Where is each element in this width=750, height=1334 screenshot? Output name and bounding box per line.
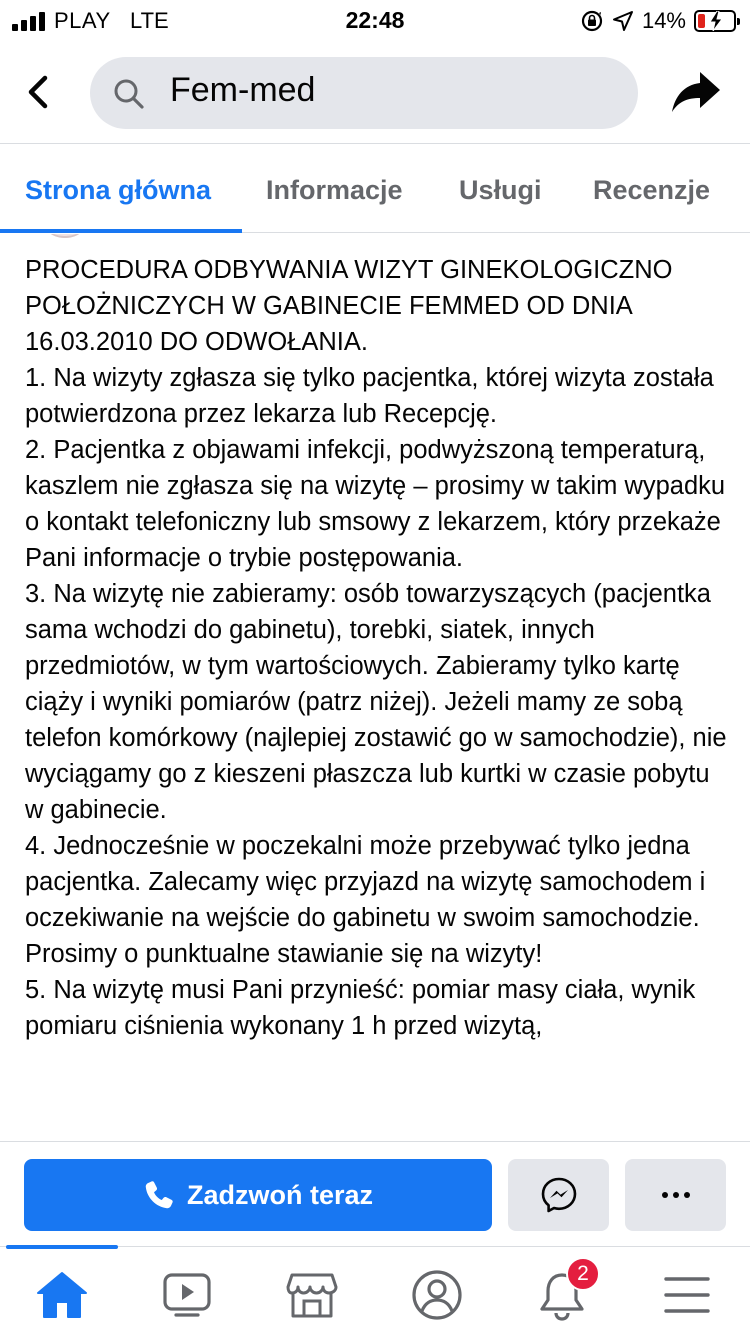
tab-home[interactable]: Strona główna (25, 175, 212, 205)
avatar (40, 234, 90, 238)
profile-icon (411, 1269, 463, 1321)
more-icon (661, 1191, 691, 1199)
bottom-navigation (0, 1246, 750, 1334)
nav-menu[interactable] (657, 1267, 717, 1323)
more-options-button[interactable] (625, 1159, 726, 1231)
tab-information[interactable]: Informacje (266, 175, 403, 205)
notification-badge: 2 (566, 1257, 600, 1291)
active-tab-indicator (0, 229, 242, 233)
status-time: 22:48 (345, 7, 405, 33)
nav-notifications[interactable] (532, 1262, 592, 1323)
active-nav-indicator (6, 1245, 118, 1249)
action-bar (0, 1141, 750, 1245)
marketplace-icon (286, 1271, 338, 1319)
back-icon (25, 74, 51, 110)
location-icon (612, 10, 634, 32)
nav-profile[interactable] (407, 1267, 467, 1323)
menu-icon (663, 1275, 711, 1315)
home-icon (36, 1271, 88, 1319)
post-content[interactable] (0, 234, 750, 1140)
messenger-icon (541, 1177, 577, 1213)
share-button[interactable] (670, 68, 722, 116)
call-now-label: Zadzwoń teraz (186, 1179, 374, 1210)
search-box[interactable] (90, 57, 638, 129)
nav-watch[interactable] (157, 1267, 217, 1323)
search-query: Fem-med (170, 71, 316, 109)
nav-home[interactable] (32, 1267, 92, 1323)
search-icon (112, 77, 146, 111)
rotation-lock-icon (580, 9, 604, 33)
network-label: LTE (130, 8, 169, 33)
post-text: PROCEDURA ODBYWANIA WIZYT GINEKOLOGICZNO POŁOŻNICZYCH W GABINECIE FEMMED OD DNIA 16.03.2010 DO ODWOŁANIA. 1. Na wizyty zgłasza się tylko pacjentka, której wizyta została potwierdzona przez lekarza lub Recepcję. 2. Pacjentka z objawami infekcji, podwyższoną temperaturą, kaszlem nie zgłasza się na wizytę – prosimy w takim wypadku o kontakt telefoniczny lub smsowy z lekarzem, który przekaże Pani informacje o trybie postępowania. 3. Na wizytę nie zabieramy: osób towarzyszących (pacjentka sama wchodzi do gabinetu), torebki, siatek, innych przedmiotów, w tym wartościowych. Zabieramy tylko kartę ciąży i wyniki pomiarów (patrz niżej). Jeżeli mamy ze sobą telefon komórkowy (najlepiej zostawić go w samochodzie), nie wyciągamy go z kieszeni płaszcza lub kurtki w czasie pobytu w gabinecie. 4. Jednocześnie w poczekalni może przebywać tylko jedna pacjentka. Zalecamy więc przyjazd na wizytę samochodem i oczekiwanie na wejście do gabinetu w swoim samochodzie. Prosimy o punktualne stawianie się na wizyty! 5. Na wizytę musi Pani przynieść: pomiar masy ciała, wynik pomiaru ciśnienia wykonany 1 h przed wizytą, (25, 256, 727, 1040)
battery-percentage: 14% (641, 8, 686, 33)
tab-services[interactable]: Usługi (459, 175, 542, 205)
battery-icon (694, 10, 736, 32)
carrier-label: PLAY (54, 8, 111, 33)
back-button[interactable] (18, 68, 58, 116)
messenger-button[interactable] (508, 1159, 609, 1231)
call-now-button[interactable] (24, 1159, 492, 1231)
video-icon (162, 1272, 212, 1318)
tab-reviews[interactable]: Recenzje (593, 175, 711, 205)
status-bar (0, 0, 750, 40)
page-tabs (0, 145, 750, 233)
header (0, 40, 750, 144)
share-icon (670, 68, 722, 116)
status-right (580, 6, 736, 36)
phone-icon (143, 1179, 175, 1211)
nav-marketplace[interactable] (282, 1267, 342, 1323)
